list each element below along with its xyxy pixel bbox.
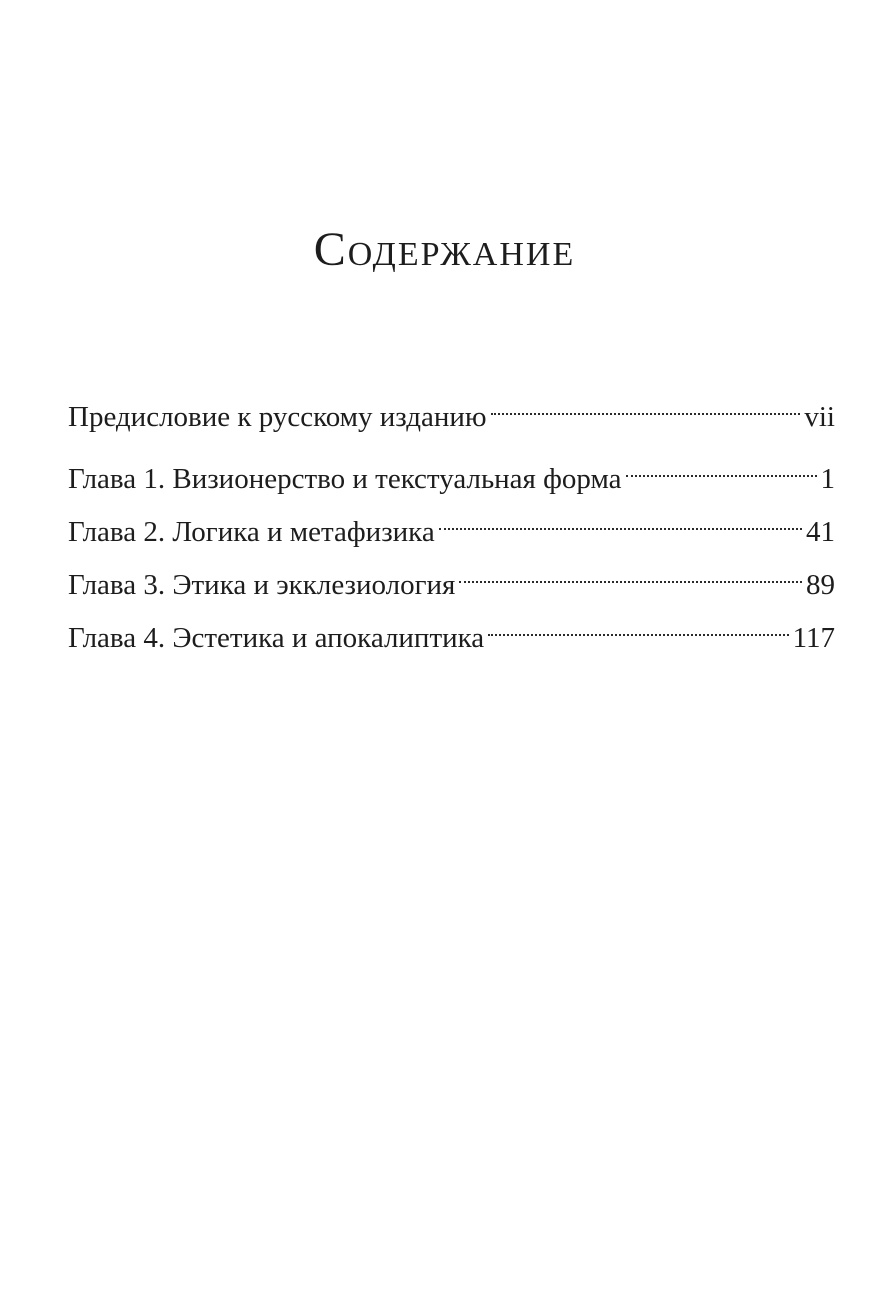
toc-entry-title: Глава 3. Этика и экклезиология <box>68 569 456 601</box>
toc-entry-chapter-1[interactable] <box>68 444 835 495</box>
toc-entry-title: Глава 2. Логика и метафизика <box>68 516 435 548</box>
dot-leader <box>439 497 802 541</box>
toc-entry-title: Предисловие к русскому изданию <box>68 401 487 433</box>
toc-entry-page: vii <box>804 401 835 433</box>
toc-entry-page: 1 <box>820 463 835 495</box>
table-of-contents <box>68 382 835 656</box>
dot-leader <box>459 550 802 594</box>
toc-entry-chapter-2[interactable] <box>68 497 835 548</box>
toc-entry-page: 89 <box>806 569 835 601</box>
toc-entry-page: 117 <box>792 622 835 654</box>
dot-leader <box>491 382 801 426</box>
toc-entry-page: 41 <box>806 516 835 548</box>
toc-entry-title: Глава 4. Эстетика и апокалиптика <box>68 622 485 654</box>
toc-entry-preface[interactable] <box>68 382 835 433</box>
toc-entry-chapter-3[interactable] <box>68 550 835 601</box>
dot-leader <box>488 603 788 647</box>
page-title: Содержание <box>313 223 576 276</box>
toc-entry-title: Глава 1. Визионерство и текстуальная форма <box>68 463 622 495</box>
dot-leader <box>626 444 817 488</box>
toc-entry-chapter-4[interactable] <box>68 603 835 654</box>
